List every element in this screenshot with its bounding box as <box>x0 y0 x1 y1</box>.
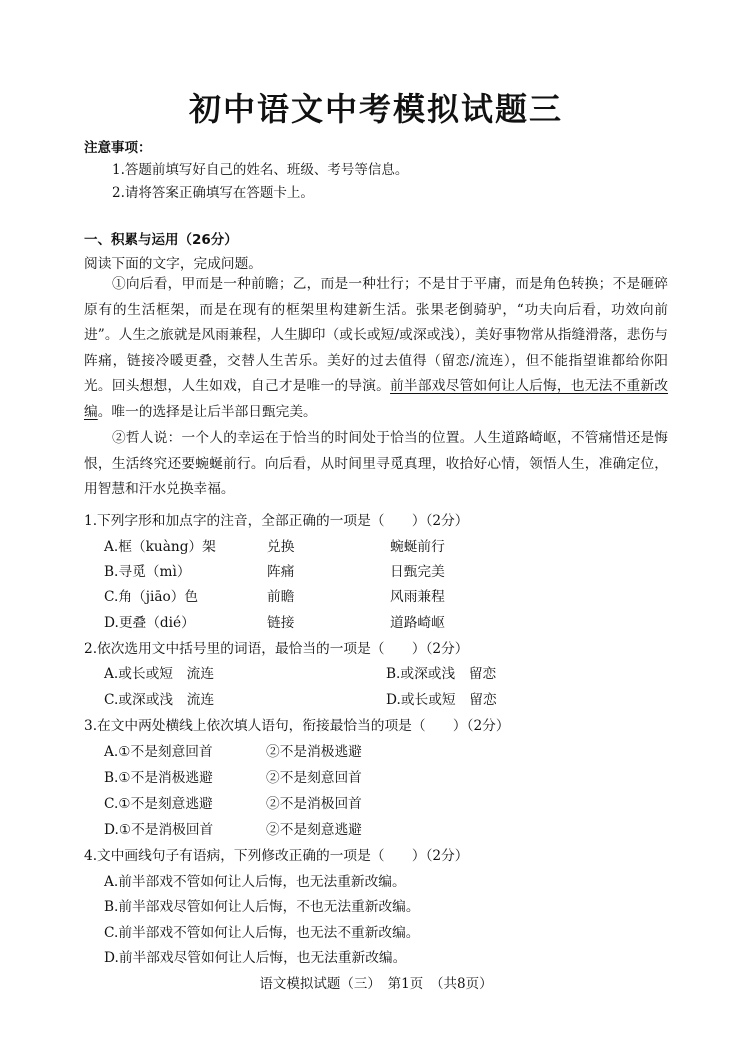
note-item-1: 1.答题前填写好自己的姓名、班级、考号等信息。 <box>112 162 409 178</box>
underlined-sentence: 前半部戏尽管如何让人后悔，也无法不重新改编 <box>84 378 668 420</box>
q4-option-d: D.前半部戏尽管如何让人后悔，也无法重新改编。 <box>104 950 407 966</box>
q3-option-c-2: ②不是消极回首 <box>266 796 362 812</box>
q1-option-d: D.更叠（dié） <box>104 615 195 631</box>
q3-option-d-2: ②不是刻意逃避 <box>266 822 362 838</box>
q1-option-d-word3: 道路崎岖 <box>390 615 445 631</box>
q1-option-b-word3: 日甄完美 <box>390 564 445 580</box>
q2-option-b: B.或深或浅 留恋 <box>386 666 497 682</box>
question-4-stem: 4.文中画线句子有语病，下列修改正确的一项是（ ）（2分） <box>84 848 469 864</box>
q3-option-d-1: D.①不是消极回首 <box>104 822 214 838</box>
passage-paragraph-2: ②哲人说：一个人的幸运在于恰当的时间处于恰当的位置。人生道路崎岖，不管痛惜还是悔恨，生活终究还要蜿蜒前行。向后看，从时间里寻觅真理，收拾好心情，领悟人生，准确定位，用智慧和汗水兑换幸福。 <box>84 430 668 498</box>
question-1-stem: 1.下列字形和加点字的注音，全部正确的一项是（ ）（2分） <box>84 513 469 529</box>
q2-option-d: D.或长或短 留恋 <box>386 692 497 708</box>
q3-option-c-1: C.①不是刻意逃避 <box>104 796 213 812</box>
reading-intro: 阅读下面的文字，完成问题。 <box>84 256 262 272</box>
question-2-stem: 2.依次选用文中括号里的词语，最恰当的一项是（ ）（2分） <box>84 641 469 657</box>
passage-paragraph-1 <box>84 272 668 426</box>
q3-option-a-2: ②不是消极逃避 <box>266 744 362 760</box>
q2-option-c: C.或深或浅 流连 <box>104 692 215 708</box>
page-title: 初中语文中考模拟试题三 <box>188 90 563 128</box>
q1-option-c-word3: 风雨兼程 <box>390 589 445 605</box>
q1-option-a-word2: 兑换 <box>267 539 295 555</box>
section-heading: 一、积累与运用（26分） <box>84 232 238 248</box>
passage-text-tail: 。唯一的选择是让后半部日甄完美。 <box>97 403 317 420</box>
page-footer: 语文模拟试题（三） 第1页 （共8页） <box>259 976 493 992</box>
q1-option-c: C.角（jiāo）色 <box>104 589 199 605</box>
passage-text: ①向后看，甲而是一种前瞻；乙，而是一种壮行；不是甘于平庸，而是角色转换；不是砸碎原有的生活框架，而是在现有的框架里构建新生活。张果老倒骑驴，“功夫向后看，功效向前进”。人生之旅就是风雨兼程，人生脚印（或长或短/或深或浅），美好事物常从指缝滑落，悲伤与阵痛，链接冷暖更叠，交替人生苦乐。美好的过去值得（留恋/流连），但不能指望谁都给你阳光。回头想想，人生如戏，自己才是唯一的导演。 <box>84 276 668 395</box>
notes-heading: 注意事项： <box>84 140 152 156</box>
q1-option-b: B.寻觅（mì） <box>104 564 191 580</box>
q3-option-a-1: A.①不是刻意回首 <box>104 744 213 760</box>
q3-option-b-1: B.①不是消极逃避 <box>104 770 213 786</box>
q1-option-a-word3: 蜿蜒前行 <box>390 539 445 555</box>
q2-option-a: A.或长或短 流连 <box>104 666 215 682</box>
q4-option-b: B.前半部戏尽管如何让人后悔，不也无法重新改编。 <box>104 899 420 915</box>
q1-option-c-word2: 前瞻 <box>267 589 295 605</box>
note-item-2: 2.请将答案正确填写在答题卡上。 <box>112 185 314 201</box>
question-3-stem: 3.在文中两处横线上依次填人语句，衔接最恰当的项是（ ）（2分） <box>84 718 510 734</box>
q3-option-b-2: ②不是刻意回首 <box>266 770 362 786</box>
q4-option-a: A.前半部戏不管如何让人后悔，也无法重新改编。 <box>104 874 406 890</box>
q1-option-b-word2: 阵痛 <box>267 564 295 580</box>
q4-option-c: C.前半部戏不管如何让人后悔，也无法不重新改编。 <box>104 925 420 941</box>
q1-option-d-word2: 链接 <box>267 615 295 631</box>
q1-option-a: A.框（kuàng）架 <box>104 539 216 555</box>
